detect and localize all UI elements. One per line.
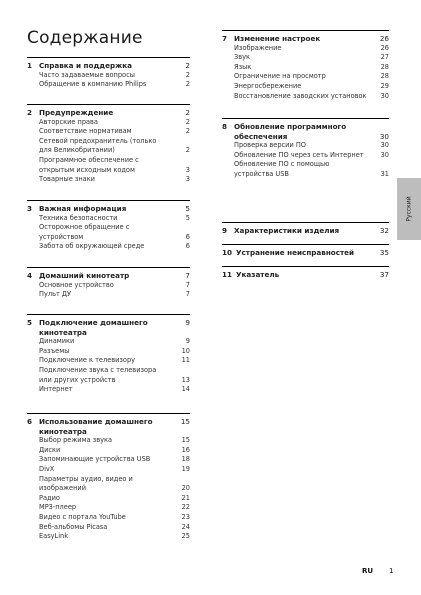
section-title: Обновление программного обеспечения (234, 122, 347, 141)
entry-page: 21 (181, 493, 190, 502)
entry-page: 2 (185, 80, 190, 89)
section-page: 37 (379, 270, 389, 279)
section-page: 5 (185, 204, 190, 213)
toc-section-heading[interactable] (27, 108, 190, 118)
toc-entry[interactable] (234, 92, 389, 102)
section-title: Использование домашнего кинотеатра (39, 417, 153, 436)
section-page: 9 (185, 318, 190, 327)
entry-page: 2 (185, 146, 190, 155)
entry-page: 7 (185, 280, 190, 289)
section-page: 35 (379, 248, 389, 257)
toc-entry[interactable] (39, 175, 190, 185)
toc-entry[interactable] (39, 214, 190, 224)
entry-text: Сетевой предохранитель (только для Великобритании) (39, 136, 157, 155)
entry-text: Радио (39, 493, 60, 502)
toc-entry[interactable] (234, 141, 389, 151)
toc-section-heading[interactable] (27, 417, 190, 436)
toc-entry[interactable] (39, 223, 190, 242)
entry-text: Основное устройство (39, 280, 114, 289)
entry-page: 30 (380, 141, 389, 150)
entry-page: 2 (185, 117, 190, 126)
toc-section-heading[interactable] (222, 122, 389, 141)
entry-text: Часто задаваемые вопросы (39, 70, 135, 79)
section-title: Справка и поддержка (39, 61, 132, 70)
toc-section-8 (222, 118, 389, 180)
entry-page: 15 (181, 436, 190, 445)
entry-text: Забота об окружающей среде (39, 242, 145, 251)
section-number: 4 (27, 271, 33, 280)
entry-page: 24 (181, 522, 190, 531)
entry-text: Восстановление заводских установок (234, 91, 367, 100)
toc-section-heading[interactable] (222, 270, 389, 280)
entry-page: 9 (185, 337, 190, 346)
entry-page: 14 (181, 385, 190, 394)
section-title: Предупреждение (39, 108, 114, 117)
entry-page: 6 (185, 232, 190, 241)
entry-page: 7 (185, 290, 190, 299)
toc-entry[interactable] (39, 71, 190, 81)
toc-entry[interactable] (39, 137, 190, 156)
entry-page: 3 (185, 175, 190, 184)
toc-section-heading[interactable] (222, 34, 389, 44)
toc-section-3 (27, 200, 190, 252)
toc-entry[interactable] (39, 523, 190, 533)
section-number: 9 (222, 226, 228, 235)
section-page: 7 (185, 271, 190, 280)
toc-section-heading[interactable] (27, 271, 190, 281)
entry-page: 18 (181, 455, 190, 464)
section-title: Важная информация (39, 204, 127, 213)
toc-entry[interactable] (39, 347, 190, 357)
entry-page: 27 (380, 53, 389, 62)
toc-entry[interactable] (234, 44, 389, 54)
section-page: 2 (185, 61, 190, 70)
toc-entry[interactable] (234, 72, 389, 82)
entry-page: 2 (185, 127, 190, 136)
language-label: Русский (405, 196, 413, 222)
entry-text: EasyLink (39, 532, 69, 541)
toc-entry[interactable] (39, 532, 190, 542)
section-number: 8 (222, 122, 228, 131)
section-page: 32 (379, 226, 389, 235)
toc-section-heading[interactable] (27, 318, 190, 337)
entry-page: 19 (181, 464, 190, 473)
section-number: 5 (27, 318, 33, 327)
entry-text: Программное обеспечение с открытым исходным кодом (39, 155, 139, 174)
entry-text: Обновление ПО через сеть Интернет (234, 150, 364, 159)
entry-text: Пульт ДУ (39, 290, 72, 299)
section-page: 2 (185, 108, 190, 117)
toc-section-10 (222, 244, 389, 258)
entry-page: 20 (181, 484, 190, 493)
entry-page: 16 (181, 445, 190, 454)
entry-page: 5 (185, 213, 190, 222)
section-page: 30 (379, 131, 389, 141)
entry-page: 6 (185, 242, 190, 251)
toc-entry[interactable] (39, 436, 190, 446)
section-title: Характеристики изделия (234, 226, 340, 235)
toc-section-heading[interactable] (222, 248, 389, 258)
entry-page: 28 (380, 62, 389, 71)
entry-text: Выбор режима звука (39, 436, 113, 445)
footer-language-code: RU (362, 567, 374, 575)
entry-page: 25 (181, 532, 190, 541)
toc-entry[interactable] (39, 385, 190, 395)
entry-page: 23 (181, 512, 190, 521)
toc-entry[interactable] (39, 503, 190, 513)
section-number: 7 (222, 34, 228, 43)
page-title: Содержание (27, 28, 143, 48)
toc-entry[interactable] (234, 53, 389, 63)
toc-entry[interactable] (39, 366, 190, 385)
toc-entry[interactable] (234, 63, 389, 73)
toc-entry[interactable] (39, 465, 190, 475)
toc-entry[interactable] (234, 160, 389, 179)
section-title: Указатель (236, 270, 280, 279)
entry-text: Звук (234, 53, 250, 62)
toc-entry[interactable] (39, 156, 190, 175)
entry-text: Диски (39, 445, 61, 454)
toc-entry[interactable] (39, 356, 190, 366)
entry-text: Видео с портала YouTube (39, 512, 126, 521)
toc-entry[interactable] (39, 127, 190, 137)
entry-page: 30 (380, 150, 389, 159)
toc-entry[interactable] (39, 475, 190, 494)
entry-text: Соответствие нормативам (39, 127, 132, 136)
entry-text: Подключение звука с телевизора или других устройств (39, 365, 157, 384)
section-page: 15 (180, 417, 190, 426)
section-title: Устранение неисправностей (236, 248, 355, 257)
section-page: 26 (379, 34, 389, 43)
entry-page: 29 (380, 81, 389, 90)
toc-entry[interactable] (39, 242, 190, 252)
language-tab (397, 178, 421, 240)
entry-text: Осторожное обращение с устройством (39, 223, 130, 241)
footer-page-number: 1 (389, 567, 394, 575)
toc-section-7 (222, 30, 389, 101)
section-number: 3 (27, 204, 33, 213)
entry-text: Интернет (39, 385, 73, 394)
entry-text: Разъемы (39, 346, 70, 355)
entry-page: 28 (380, 72, 389, 81)
toc-section-9 (222, 222, 389, 236)
entry-text: Запоминающие устройства USB (39, 455, 151, 464)
entry-text: Веб-альбомы Picasa (39, 522, 108, 531)
section-number: 1 (27, 61, 33, 70)
entry-text: Ограничение на просмотр (234, 72, 326, 81)
entry-text: Проверка версии ПО (234, 141, 306, 150)
toc-entry[interactable] (39, 513, 190, 523)
toc-section-heading[interactable] (222, 226, 389, 236)
entry-page: 31 (380, 169, 389, 178)
section-title: Подключение домашнего кинотеатра (39, 318, 148, 337)
toc-section-5 (27, 314, 190, 395)
toc-entry[interactable] (39, 337, 190, 347)
toc-section-1 (27, 57, 190, 90)
entry-text: Товарные знаки (39, 175, 95, 184)
entry-page: 10 (181, 346, 190, 355)
entry-text: Динамики (39, 337, 75, 346)
section-number: 11 (222, 270, 233, 279)
entry-text: MP3-плеер (39, 503, 77, 512)
section-number: 10 (222, 248, 233, 257)
entry-text: Авторские права (39, 117, 98, 126)
section-number: 6 (27, 417, 33, 426)
toc-entry[interactable] (39, 290, 190, 300)
entry-page: 26 (380, 43, 389, 52)
entry-text: Техника безопасности (39, 213, 118, 222)
section-title: Домашний кинотеатр (39, 271, 130, 280)
section-title: Изменение настроек (234, 34, 321, 43)
entry-text: Обновление ПО с помощью устройства USB (234, 160, 330, 178)
toc-section-11 (222, 266, 389, 280)
toc-entry[interactable] (234, 151, 389, 161)
toc-entry[interactable] (39, 446, 190, 456)
entry-page: 30 (380, 91, 389, 100)
entry-text: Обращение в компанию Philips (39, 80, 147, 89)
toc-entry[interactable] (39, 118, 190, 128)
entry-text: DivX (39, 464, 55, 473)
toc-entry[interactable] (39, 80, 190, 90)
toc-section-heading[interactable] (27, 204, 190, 214)
entry-page: 11 (181, 356, 190, 365)
toc-section-2 (27, 104, 190, 185)
entry-text: Язык (234, 62, 252, 71)
toc-section-heading[interactable] (27, 61, 190, 71)
entry-text: Параметры аудио, видео и изображений (39, 474, 133, 493)
entry-page: 22 (181, 503, 190, 512)
toc-entry[interactable] (39, 494, 190, 504)
entry-page: 13 (181, 375, 190, 384)
section-number: 2 (27, 108, 33, 117)
toc-entry[interactable] (39, 455, 190, 465)
entry-text: Подключение к телевизору (39, 356, 136, 365)
toc-section-6 (27, 413, 190, 542)
entry-text: Изображение (234, 43, 282, 52)
entry-page: 3 (185, 165, 190, 174)
toc-entry[interactable] (39, 281, 190, 291)
toc-section-4 (27, 267, 190, 300)
entry-text: Энергосбережение (234, 81, 302, 90)
toc-entry[interactable] (234, 82, 389, 92)
entry-page: 2 (185, 70, 190, 79)
